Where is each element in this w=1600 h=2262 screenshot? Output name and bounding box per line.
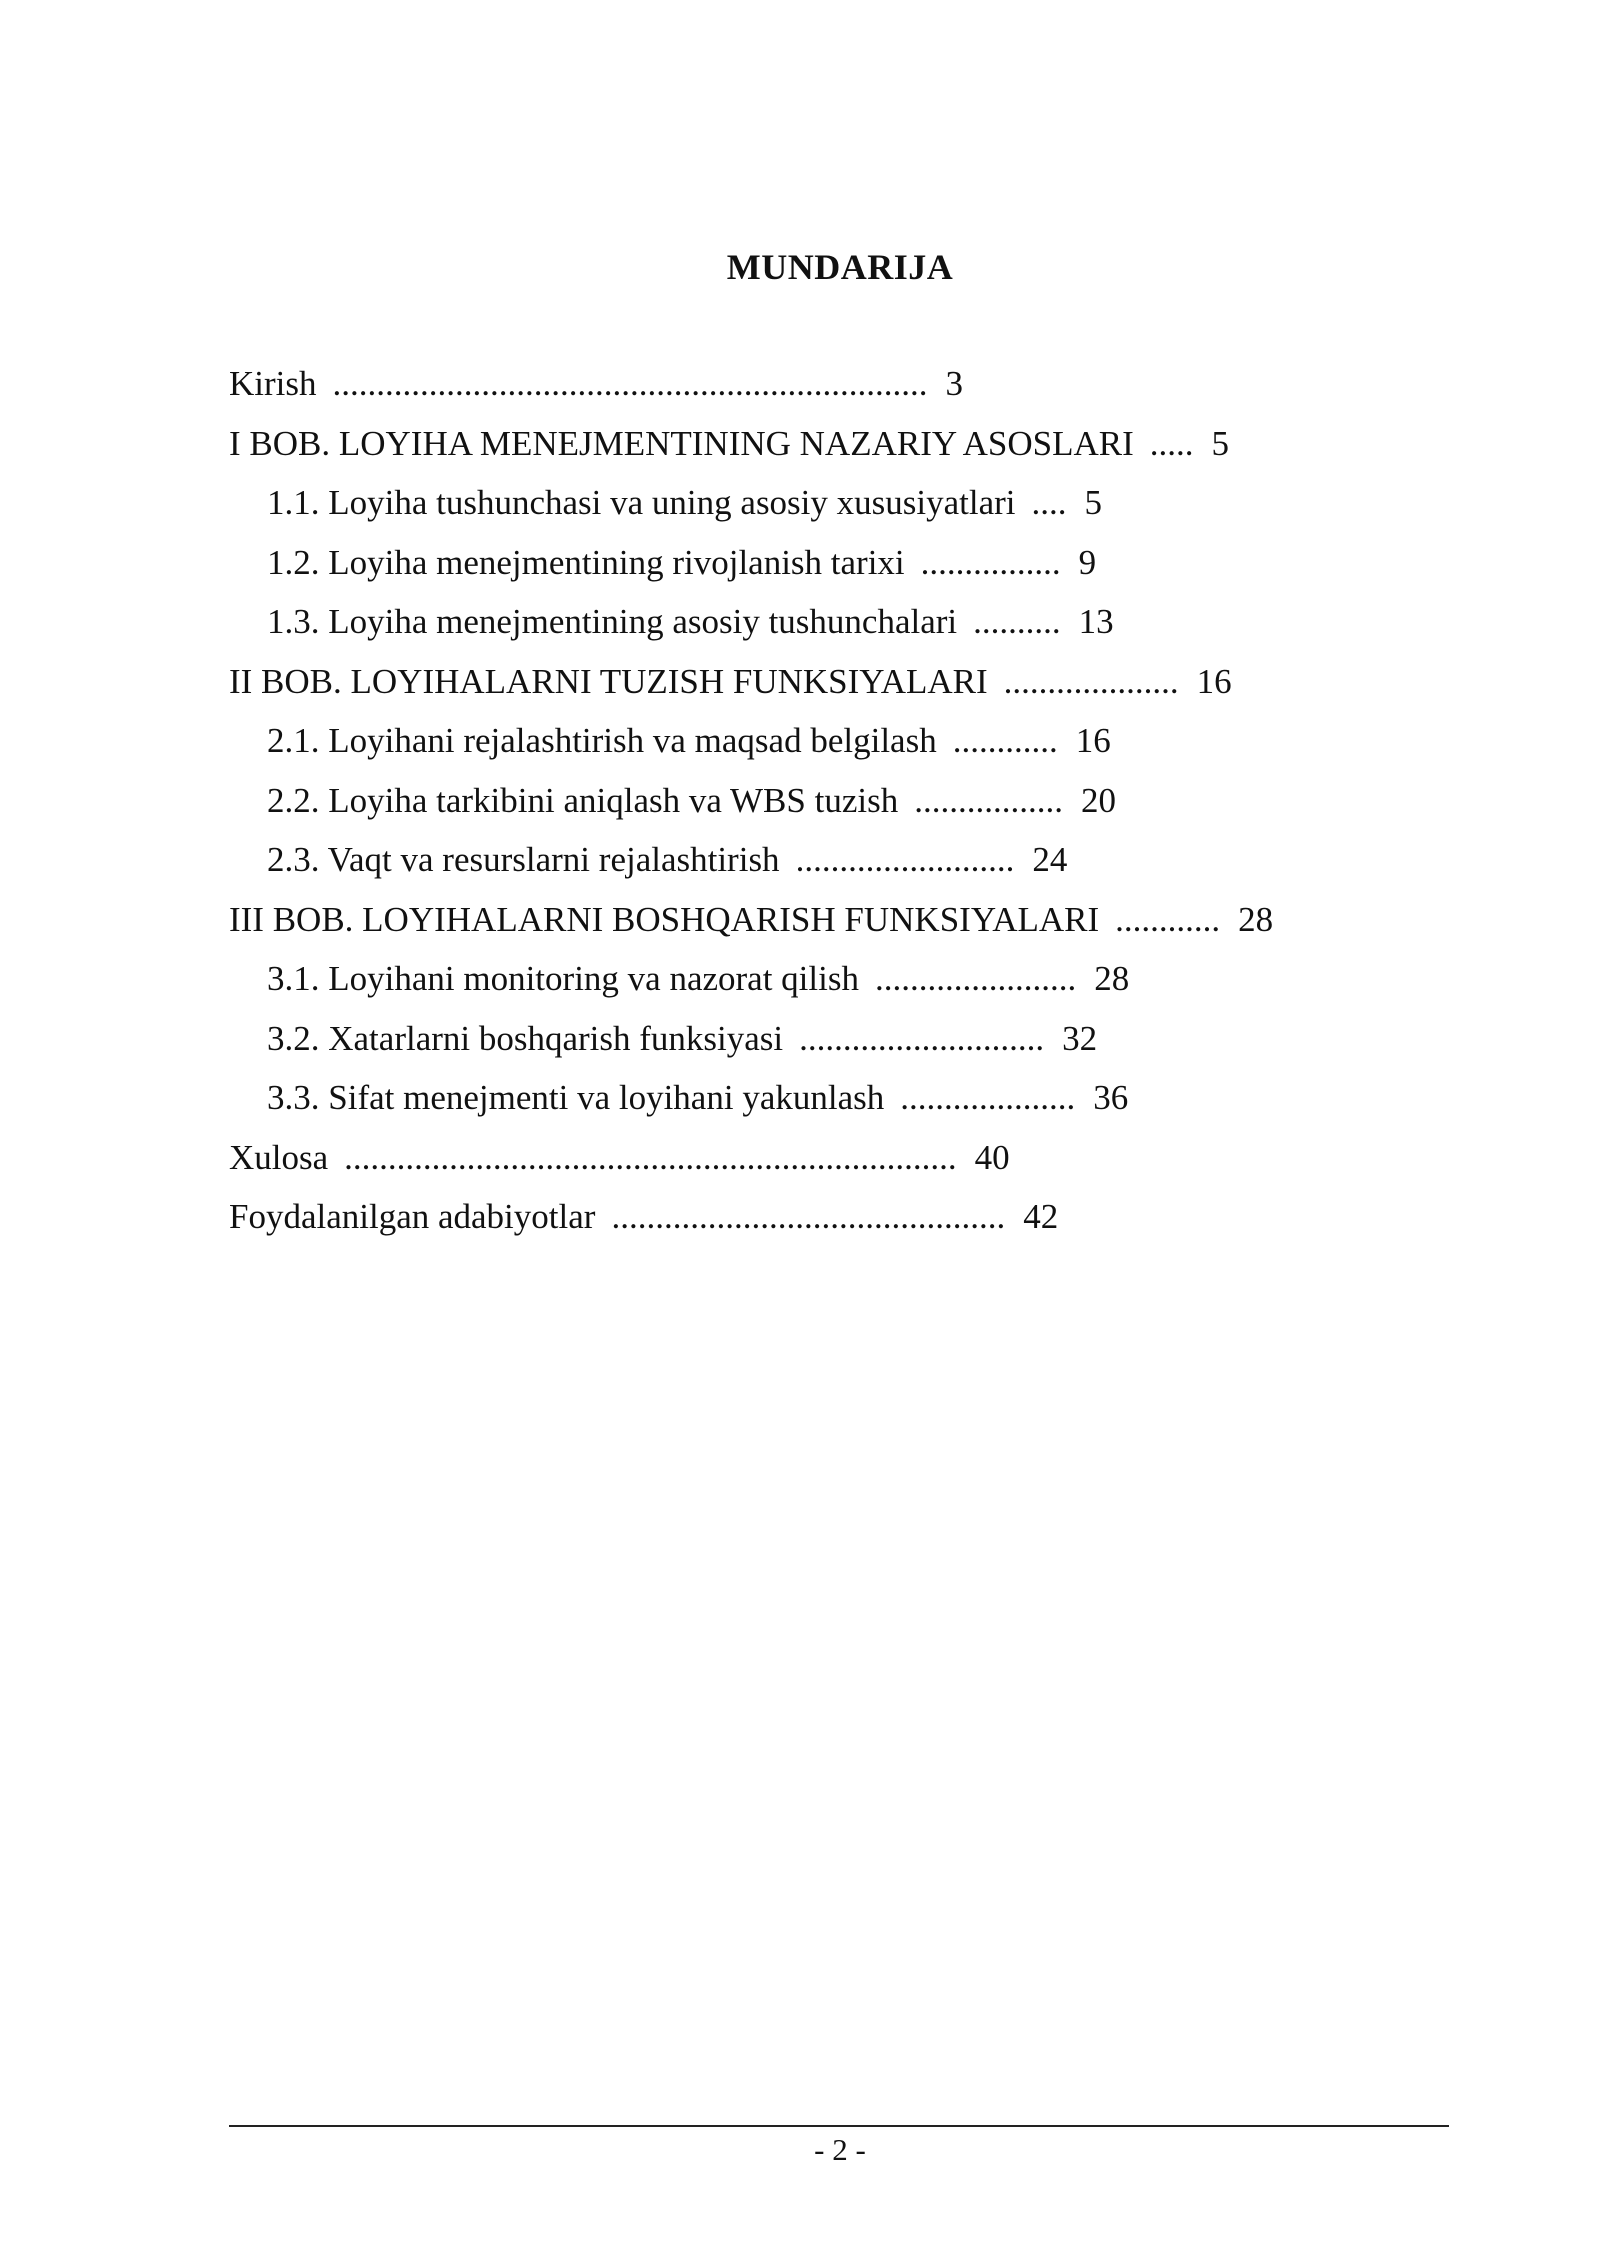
toc-entry: [229, 1134, 1429, 1194]
toc-page-number: 40: [974, 1137, 1010, 1177]
toc-page-number: 5: [1084, 483, 1103, 522]
toc-leader-dots: ............................: [799, 1018, 1045, 1058]
toc-page-number: 16: [1075, 721, 1111, 760]
toc-entry-text: I BOB. LOYIHA MENEJMENTINING NAZARIY ASOSLARI: [229, 423, 1134, 463]
toc-entry: [229, 539, 1429, 599]
footer-divider: [229, 2125, 1449, 2127]
toc-entry-text: Kirish: [229, 364, 317, 403]
table-of-contents: [229, 360, 1429, 1253]
toc-leader-dots: ............: [1115, 899, 1221, 939]
toc-entry-text: III BOB. LOYIHALARNI BOSHQARISH FUNKSIYALARI: [229, 899, 1100, 939]
toc-entry: [229, 360, 1429, 420]
toc-page-number: 3: [945, 364, 963, 403]
toc-page-number: 24: [1032, 840, 1068, 879]
toc-entry-text: 3.1. Loyihani monitoring va nazorat qilish: [267, 959, 859, 998]
toc-page-number: 5: [1211, 423, 1230, 463]
toc-leader-dots: ......................................................................: [344, 1137, 957, 1177]
toc-entry-text: 2.3. Vaqt va resurslarni rejalashtirish: [267, 840, 780, 879]
toc-leader-dots: .........................: [795, 840, 1015, 879]
toc-entry-text: 1.1. Loyiha tushunchasi va uning asosiy xususiyatlari: [267, 483, 1016, 522]
toc-entry: [229, 420, 1429, 480]
toc-leader-dots: ................: [920, 542, 1061, 582]
toc-entry-text: Xulosa: [229, 1137, 329, 1177]
toc-entry: [229, 717, 1429, 777]
toc-page-number: 28: [1094, 959, 1130, 998]
toc-page-number: 42: [1023, 1197, 1059, 1236]
toc-leader-dots: .............................................: [611, 1197, 1006, 1236]
toc-page-number: 16: [1196, 661, 1232, 701]
toc-leader-dots: .......................: [874, 959, 1077, 998]
toc-entry-text: 1.2. Loyiha menejmentining rivojlanish tarixi: [267, 542, 905, 582]
toc-entry-text: 3.2. Xatarlarni boshqarish funksiyasi: [267, 1018, 784, 1058]
toc-page-number: 28: [1238, 899, 1274, 939]
toc-leader-dots: ....................: [1003, 661, 1179, 701]
toc-entry-text: 2.2. Loyiha tarkibini aniqlash va WBS tuzish: [267, 780, 899, 820]
toc-leader-dots: ....................: [900, 1078, 1076, 1117]
toc-leader-dots: ....................................................................: [332, 364, 928, 403]
toc-entry: [229, 1074, 1429, 1134]
toc-entry: [229, 836, 1429, 896]
toc-entry-text: Foydalanilgan adabiyotlar: [229, 1197, 596, 1236]
toc-entry: [229, 896, 1429, 956]
toc-entry: [229, 1193, 1429, 1253]
toc-entry: [229, 479, 1429, 539]
toc-entry: [229, 955, 1429, 1015]
toc-page-number: 32: [1062, 1018, 1098, 1058]
toc-entry: [229, 658, 1429, 718]
toc-entry-text: 3.3. Sifat menejmenti va loyihani yakunlash: [267, 1078, 885, 1117]
toc-entry-text: 2.1. Loyihani rejalashtirish va maqsad belgilash: [267, 721, 937, 760]
toc-entry-text: II BOB. LOYIHALARNI TUZISH FUNKSIYALARI: [229, 661, 988, 701]
toc-entry: [229, 777, 1429, 837]
toc-leader-dots: .................: [914, 780, 1063, 820]
toc-entry-text: 1.3. Loyiha menejmentining asosiy tushunchalari: [267, 602, 958, 641]
toc-leader-dots: ....: [1031, 483, 1067, 522]
toc-leader-dots: .....: [1149, 423, 1194, 463]
toc-entry: [229, 598, 1429, 658]
toc-page-number: 36: [1093, 1078, 1129, 1117]
toc-leader-dots: ............: [952, 721, 1058, 760]
toc-page-number: 9: [1078, 542, 1097, 582]
toc-page-number: 13: [1078, 602, 1114, 641]
page-title: MUNDARIJA: [726, 247, 954, 287]
toc-leader-dots: ..........: [973, 602, 1061, 641]
toc-page-number: 20: [1080, 780, 1116, 820]
page-number: - 2 -: [814, 2132, 866, 2167]
toc-entry: [229, 1015, 1429, 1075]
